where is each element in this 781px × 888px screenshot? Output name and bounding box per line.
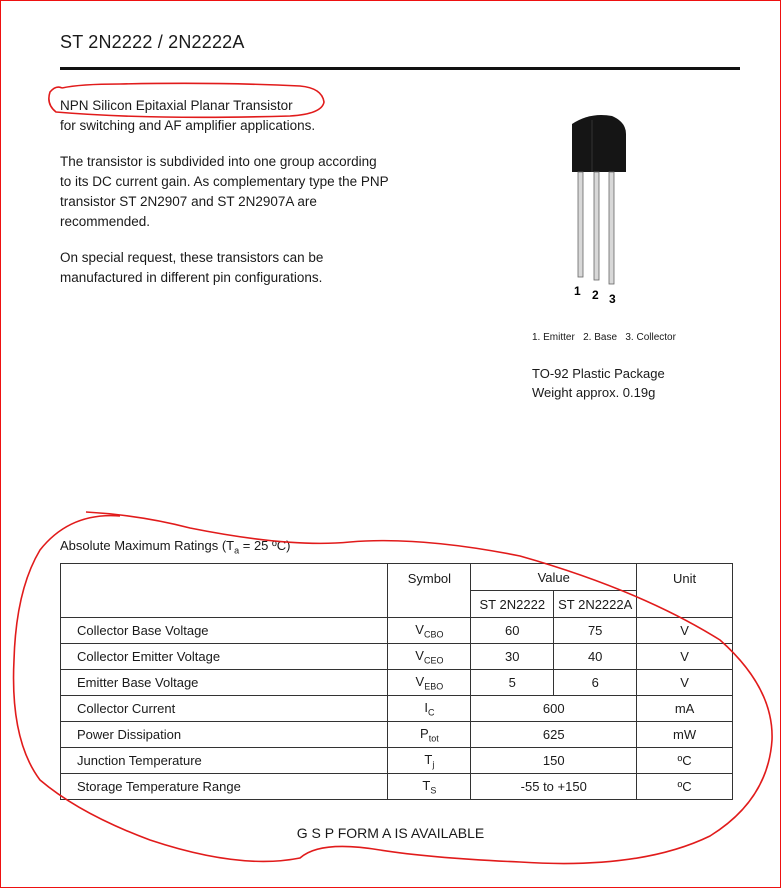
symbol-sub: CEO — [423, 655, 444, 666]
pin-collector-lead — [609, 172, 614, 284]
unit-cell: ºC — [637, 748, 733, 774]
pin-legend: 1. Emitter 2. Base 3. Collector — [532, 332, 676, 343]
symbol-sub: EBO — [424, 681, 444, 692]
param-cell: Emitter Base Voltage — [61, 670, 388, 696]
symbol-sub: S — [430, 785, 437, 796]
value-cell: -55 to +150 — [471, 774, 637, 800]
symbol-text: I — [424, 699, 428, 715]
symbol-text: T — [422, 777, 431, 793]
value-cell: 150 — [471, 748, 637, 774]
symbol-text: V — [415, 647, 424, 663]
value-a-cell: 5 — [471, 670, 554, 696]
symbol-cell — [388, 774, 471, 800]
symbol-cell — [388, 644, 471, 670]
symbol-text: P — [420, 725, 429, 741]
ratings-table — [60, 563, 733, 800]
header-parameter — [61, 564, 388, 618]
table-row — [61, 618, 733, 644]
value-a-cell: 60 — [471, 618, 554, 644]
symbol-sub: C — [427, 707, 435, 718]
value-cell: 600 — [471, 696, 637, 722]
title-rule — [60, 67, 740, 70]
pin-label-3: 3 — [609, 292, 616, 306]
param-cell: Storage Temperature Range — [61, 774, 388, 800]
symbol-sub: j — [432, 759, 435, 770]
table-row — [61, 748, 733, 774]
table-header-row — [61, 564, 733, 591]
param-cell: Junction Temperature — [61, 748, 388, 774]
value-b-cell: 75 — [554, 618, 637, 644]
description-line1: NPN Silicon Epitaxial Planar Transistor — [60, 98, 293, 113]
unit-cell: V — [637, 670, 733, 696]
unit-cell: ºC — [637, 774, 733, 800]
value-b-cell: 6 — [554, 670, 637, 696]
symbol-cell — [388, 722, 471, 748]
unit-cell: mA — [637, 696, 733, 722]
param-cell: Collector Current — [61, 696, 388, 722]
param-cell: Collector Base Voltage — [61, 618, 388, 644]
table-row — [61, 722, 733, 748]
pin-label-2: 2 — [592, 288, 599, 302]
to92-package-image — [560, 110, 640, 310]
param-cell: Collector Emitter Voltage — [61, 644, 388, 670]
unit-cell: V — [637, 644, 733, 670]
header-symbol: Symbol — [388, 564, 471, 618]
pin-base-lead — [594, 172, 599, 280]
symbol-cell — [388, 670, 471, 696]
value-a-cell: 30 — [471, 644, 554, 670]
package-weight: Weight approx. 0.19g — [532, 385, 656, 400]
table-row — [61, 696, 733, 722]
ratings-title-sub: a — [234, 545, 240, 556]
symbol-cell — [388, 748, 471, 774]
header-unit: Unit — [637, 564, 733, 618]
symbol-sub: tot — [428, 733, 439, 744]
ratings-title — [60, 538, 291, 556]
footer-note: G S P FORM A IS AVAILABLE — [296, 825, 485, 841]
description-intro — [60, 96, 315, 136]
table-row — [61, 644, 733, 670]
header-value: Value — [471, 564, 637, 591]
pin-label-1: 1 — [574, 284, 581, 298]
unit-cell: V — [637, 618, 733, 644]
table-row — [61, 774, 733, 800]
package-name: TO-92 Plastic Package — [532, 366, 665, 381]
ratings-title-condition: = 25 ºC) — [239, 538, 291, 553]
package-body — [572, 115, 626, 172]
description-paragraph-3: On special request, these transistors can be manufactured in different pin configurations. — [60, 250, 324, 285]
value-b-cell: 40 — [554, 644, 637, 670]
pin-emitter-lead — [578, 172, 583, 277]
symbol-cell — [388, 618, 471, 644]
ratings-title-text: Absolute Maximum Ratings (T — [60, 538, 235, 553]
package-info — [532, 364, 665, 402]
symbol-cell — [388, 696, 471, 722]
symbol-sub: CBO — [423, 629, 444, 640]
param-cell: Power Dissipation — [61, 722, 388, 748]
symbol-text: V — [415, 621, 424, 637]
symbol-text: T — [424, 751, 433, 767]
symbol-text: V — [415, 673, 425, 689]
description-paragraph-2: The transistor is subdivided into one group according to its DC current gain. As complementary type the PNP transistor ST 2N2907 and ST 2N2907A are recommended. — [60, 154, 389, 229]
unit-cell: mW — [637, 722, 733, 748]
value-cell: 625 — [471, 722, 637, 748]
description-line2: for switching and AF amplifier applications. — [60, 118, 316, 133]
page-title: ST 2N2222 / 2N2222A — [60, 32, 245, 52]
header-st2n2222: ST 2N2222 — [471, 591, 554, 618]
header-st2n2222a: ST 2N2222A — [554, 591, 637, 618]
table-row — [61, 670, 733, 696]
